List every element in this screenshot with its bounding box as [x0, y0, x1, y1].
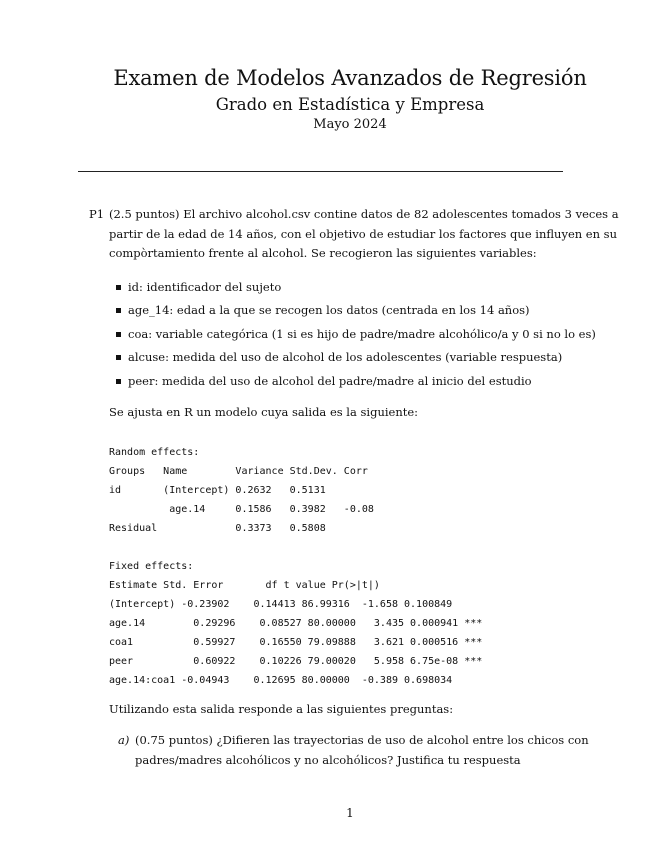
- r-output-block: [109, 443, 482, 690]
- variable-text: peer: medida del uso de alcohol del padre/madre al inicio del estudio: [128, 373, 532, 388]
- exam-title: Examen de Modelos Avanzados de Regresión: [113, 66, 587, 90]
- variable-text: id: identificador del sujeto: [128, 279, 282, 294]
- output-line: age.14:coa1 -0.04943 0.12695 80.00000 -0.389 0.698034: [109, 675, 453, 686]
- bullet-icon: [116, 379, 121, 384]
- output-line: coa1 0.59927 0.16550 79.09888 3.621 0.000516 ***: [109, 637, 483, 648]
- bullet-icon: [116, 285, 121, 290]
- output-line: id (Intercept) 0.2632 0.5131: [109, 485, 326, 496]
- output-line: Residual 0.3373 0.5808: [109, 523, 326, 534]
- variable-text: alcuse: medida del uso de alcohol de los adolescentes (variable respuesta): [128, 350, 563, 365]
- exam-date: Mayo 2024: [313, 117, 387, 132]
- list-item: [89, 348, 629, 367]
- questions-intro: Utilizando esta salida responde a las siguientes preguntas:: [109, 702, 454, 716]
- question-a: [118, 731, 628, 770]
- output-line: Fixed effects:: [109, 561, 194, 572]
- question-label: a): [118, 733, 130, 747]
- output-line: Random effects:: [109, 447, 200, 458]
- output-line: [109, 538, 482, 557]
- header-rule: [78, 171, 563, 172]
- bullet-icon: [116, 308, 121, 313]
- variable-text: age_14: edad a la que se recogen los datos (centrada en los 14 años): [128, 303, 530, 318]
- question-text: (0.75 puntos) ¿Difieren las trayectorias de uso de alcohol entre los chicos con padres/madres alcohólicos y no alcohólicos? Justifica tu respuesta: [135, 733, 589, 767]
- problem-label: P1: [89, 207, 105, 221]
- list-item: [89, 278, 629, 297]
- output-line: Estimate Std. Error df t value Pr(>|t|): [109, 580, 380, 591]
- output-line: peer 0.60922 0.10226 79.00020 5.958 6.75e-08 ***: [109, 656, 483, 667]
- output-line: age.14 0.29296 0.08527 80.00000 3.435 0.000941 ***: [109, 618, 483, 629]
- problem-1: [89, 205, 629, 422]
- output-line: Groups Name Variance Std.Dev. Corr: [109, 466, 368, 477]
- bullet-icon: [116, 355, 121, 360]
- list-item: [89, 301, 629, 320]
- output-line: age.14 0.1586 0.3982 -0.08: [109, 504, 374, 515]
- exam-subtitle: Grado en Estadística y Empresa: [215, 95, 485, 114]
- page-number: 1: [346, 806, 354, 820]
- variable-text: coa: variable categórica (1 si es hijo de padre/madre alcohólico/a y 0 si no lo es): [128, 326, 596, 341]
- problem-statement: (2.5 puntos) El archivo alcohol.csv contine datos de 82 adolescentes tomados 3 veces a partir de la edad de 14 años, con el objetivo de estudiar los factores que influyen en su compòrtamiento frente al alcohol. Se recogieron las siguientes variables:: [109, 207, 619, 260]
- list-item: [89, 325, 629, 344]
- list-item: [89, 372, 629, 391]
- variable-list: [89, 278, 629, 391]
- output-line: (Intercept) -0.23902 0.14413 86.99316 -1.658 0.100849: [109, 599, 453, 610]
- bullet-icon: [116, 332, 121, 337]
- model-intro: Se ajusta en R un modelo cuya salida es la siguiente:: [109, 404, 419, 419]
